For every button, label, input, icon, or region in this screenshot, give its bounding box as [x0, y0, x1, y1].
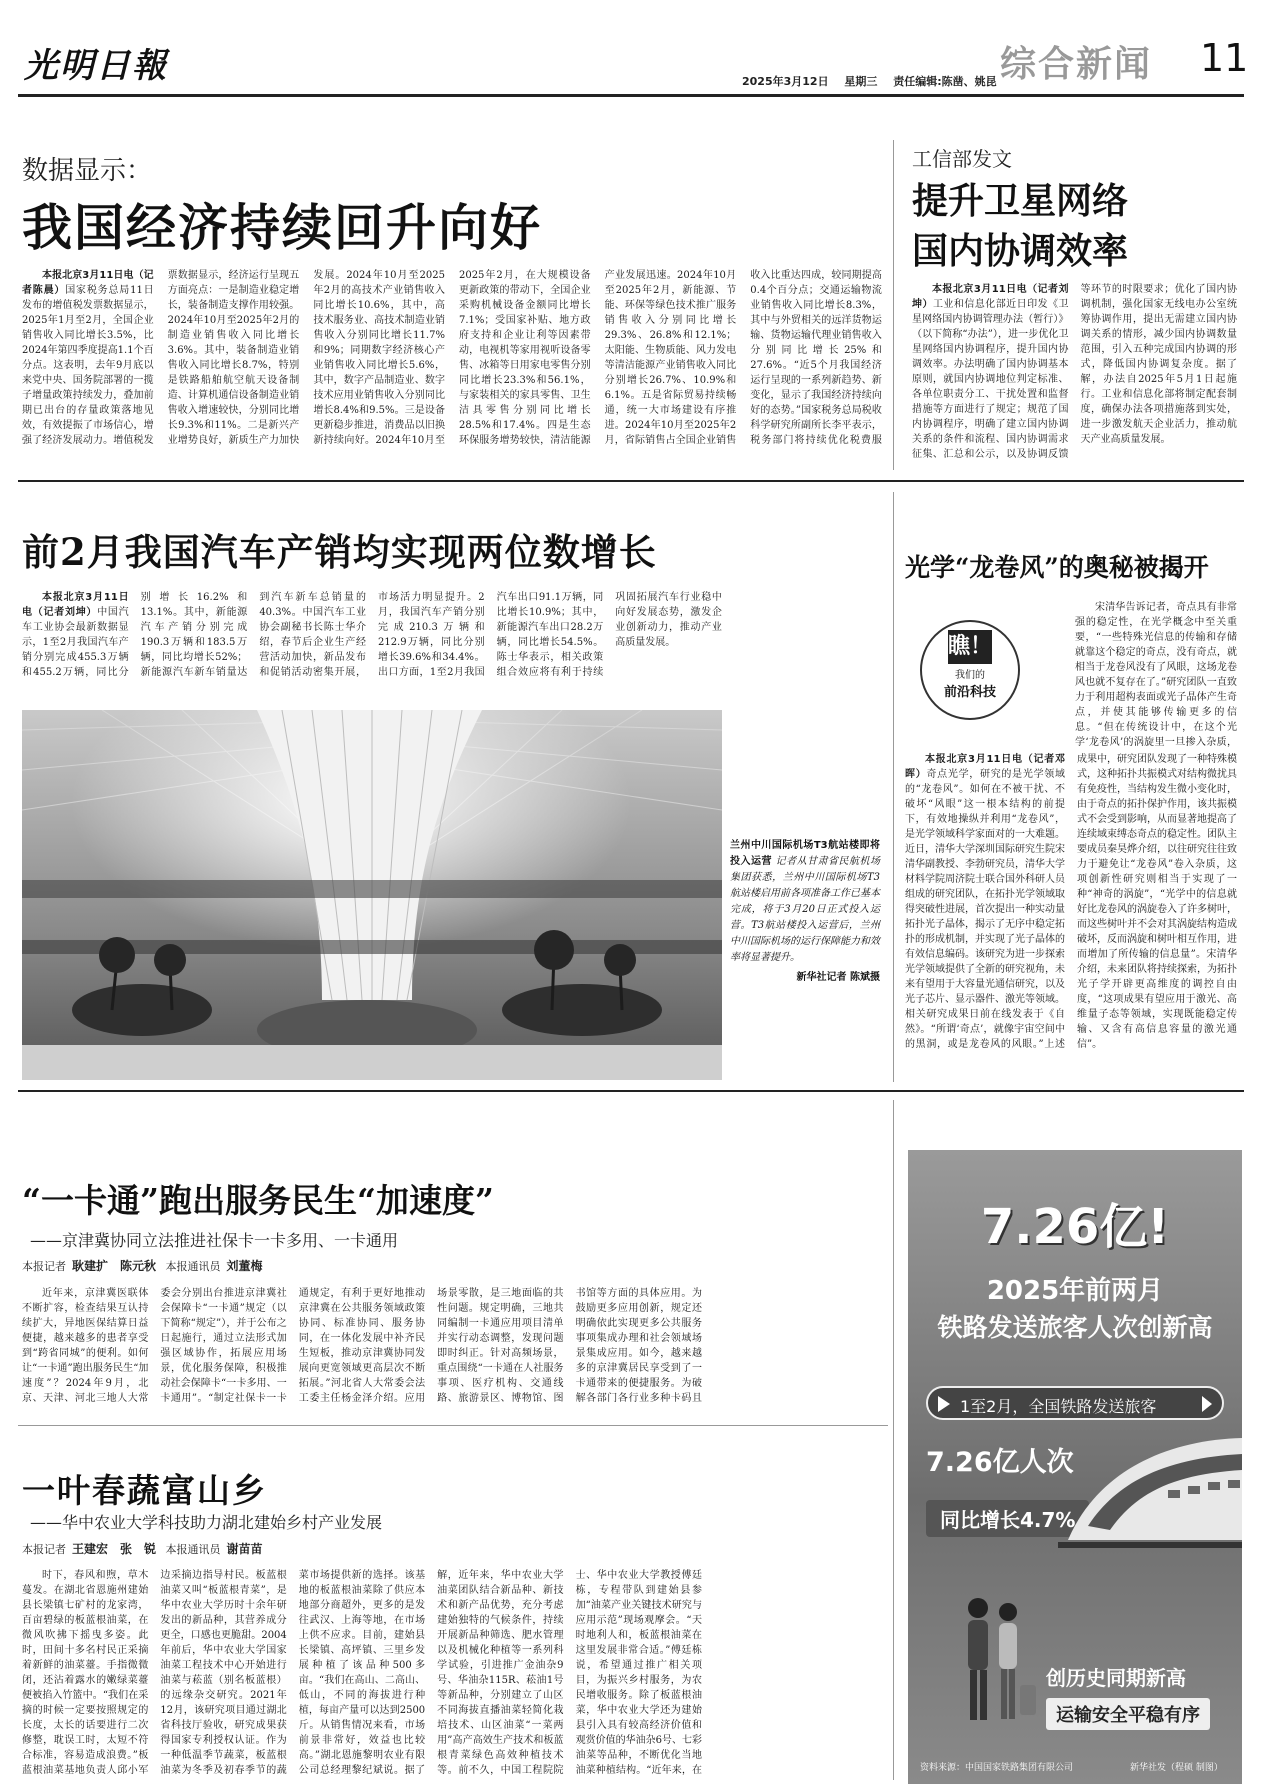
- infographic-headline-2: 铁路发送旅客人次创新高: [937, 1313, 1213, 1342]
- photo-caption: [730, 838, 880, 986]
- a6-body: [22, 1568, 702, 1780]
- a3-divider: [893, 492, 894, 1082]
- a4-body: [905, 752, 1237, 1074]
- frontier-tech-badge: [920, 620, 1020, 720]
- photo-caption-text: 记者从甘肃省民航机场集团获悉，兰州中川国际机场T3航站楼启用前各项准备工作已基本完成，将于3月20日正式投入运营。T3航站楼投入运营后，兰州中川国际机场的运行保障能力和效率将显著提升。: [730, 856, 881, 963]
- a3-dateline: 本报北京3月11日电（记者刘坤）: [22, 592, 129, 618]
- a4-body-top: [1075, 600, 1237, 748]
- a5-byline-names-1: 耿建扩 陈元秋: [72, 1259, 157, 1273]
- a1-divider: [893, 140, 894, 470]
- section-rule-1: [18, 480, 1244, 482]
- a2-headline-line1: 提升卫星网络: [912, 180, 1129, 222]
- a6-subtitle: ——华中农业大学科技助力湖北建始乡村产业发展: [30, 1513, 383, 1532]
- infographic-headline-1: 2025年前两月: [986, 1276, 1164, 1306]
- infographic-growth: 同比增长4.7%: [926, 1500, 1089, 1537]
- page-number: 11: [1200, 36, 1249, 80]
- a3-body: [22, 590, 722, 685]
- a6-byline: [22, 1540, 269, 1557]
- a5-headline: “一卡通”跑出服务民生“加速度”: [22, 1181, 494, 1220]
- a1-dateline: 本报北京3月11日电（记者陈晨）: [22, 270, 154, 296]
- a4-headline: 光学“龙卷风”的奥秘被揭开: [905, 553, 1209, 582]
- infographic-source: 资料来源：中国国家铁路集团有限公司: [920, 1763, 1074, 1773]
- badge-main: 前沿科技: [943, 685, 996, 700]
- a3-text: 中国汽车工业协会最新数据显示，1至2月我国汽车产销分别完成455.3万辆和455.2万辆，同比分别增长16.2%和13.1%。其中，新能源汽车产销分别完成190.3万辆和183.5万辆，同比均增长52%；新能源汽车新车销量达到汽车新车总销量的40.3%。中国汽车工业协会副秘书长陈士华介绍，春节后企业生产经营活动加快，新品发布和促销活动密集开展，市场活力明显提升。2月，我国汽车产销分别完成210.3万辆和212.9万辆，同比分别增长39.6%和34.4%。出口方面，1至2月我国汽车出口91.1万辆，同比增长10.9%；其中，新能源汽车出口28.2万辆，同比增长54.5%。陈士华表示，相关政策组合效应将有利于持续巩固拓展汽车行业稳中向好发展态势，激发企业创新动力，推动产业高质量发展。: [22, 592, 722, 678]
- banner-text: 1至2月，全国铁路发送旅客: [960, 1397, 1157, 1416]
- a2-dateline: 本报北京3月11日电（记者刘坤）: [912, 284, 1069, 310]
- lower-divider: [893, 1100, 894, 1780]
- high-speed-train-illustration: [1058, 1430, 1242, 1570]
- a4-text-top: 宋清华告诉记者，奇点具有非常强的稳定性，在光学概念中至关重要，“一些特殊光信息的传输和存储就靠这个稳定的奇点，没有奇点，就相当于龙卷风没有了风眼，这场龙卷风也就不复存在了。”研究团队一直致力于利用超构表面或光子晶体产生奇点，并使其能够传输更多的信息。“但在传统设计中，在这个光学‘龙卷风’的涡旋里一旦掺入杂质，: [1075, 602, 1237, 748]
- a6-byline-label-2: 本报通讯员: [165, 1543, 221, 1556]
- infographic-record-2: 运输安全平稳有序: [1046, 1698, 1210, 1730]
- railway-infographic: [908, 1150, 1242, 1784]
- issue-info: [742, 73, 997, 89]
- a2-text: 工业和信息化部近日印发《卫星网络国内协调管理办法（暂行）》（以下简称“办法”），进一步优化卫星网络国内协调程序，提升国内协调效率。办法明确了国内协调基本原则，就国内协调地位判定标准、各单位职责分工、干扰处置和监督措施等方面进行了规定；规范了国内协调程序，明确了建立国内协调关系的条件和流程、国内协调需求征集、汇总和公示，以及协调反馈等环节的时限要求；优化了国内协调机制，强化国家无线电办公室统筹协调作用，提出无需建立国内协调关系的情形，减少国内协调数量范围，引入五种完成国内协调的形式，降低国内协调复杂度。据了解，办法自2025年5月1日起施行。工业和信息化部将制定配套制度，确保办法各项措施落到实处，进一步激发航天企业活力，推动航天产业高质量发展。: [912, 284, 1237, 460]
- a5-byline-label-2: 本报通讯员: [165, 1260, 221, 1273]
- a5-body: [22, 1286, 702, 1416]
- a5-a6-divider: [18, 1425, 888, 1426]
- a6-headline: 一叶春蔬富山乡: [22, 1471, 267, 1510]
- a5-subtitle: ——京津冀协同立法推进社保卡一卡多用、一卡通用: [30, 1231, 399, 1250]
- section-rule-2: [18, 1090, 1244, 1092]
- a3-headline: 前2月我国汽车产销均实现两位数增长: [22, 530, 657, 574]
- a6-text: 时下，春风和煦，草木蔓发。在湖北省恩施州建始县长梁镇七矿村的龙家湾，百亩碧绿的板蓝根油菜，在微风吹拂下摇曳多姿。此时，田间十多名村民正采摘着新鲜的油菜薹。手指微微闭，还沾着露水的嫩绿菜薹便被掐入竹篮中。“我们在采摘的时候一定要按照规定的长度，太长的话要进行二次修整，耽误工时，太短不符合标准，容易造成浪费。”板蓝根油菜基地负责人邱小军边采摘边指导村民。板蓝根油菜又叫“板蓝根青菜”，是华中农业大学历时十余年研发出的新品种，其营养成分更全，口感也更脆甜。2004年前后，华中农业大学国家油菜工程技术中心开始进行油菜与菘蓝（别名板蓝根）的远缘杂交研究。2021年12月，该研究项目通过湖北省科技厅验收，研究成果获得国家专利授权认证。作为一种低温季节蔬菜，板蓝根油菜为冬季及初春季节的蔬菜市场提供新的选择。该基地的板蓝根油菜除了供应本地部分商超外，更多的是发往武汉、上海等地，在市场上供不应求。目前，建始县长梁镇、高坪镇、三里乡发展种植了该品种500多亩。“我们在高山、二高山、低山，不同的海拔进行种植，每亩产量可以达到2500斤。从销售情况来看，市场前景非常好，效益也比较高。”湖北恩施黎明农业有限公司总经理黎纪斌说。据了解，近年来，华中农业大学油菜团队结合新品种、新技术和新产品优势，充分考虑建始独特的气候条件，持续开展新品种筛选、肥水管理以及机械化种植等一系列科学试验，引进推广金油杂9号、华油杂115R、菘油1号等新品种，分别建立了山区不同海拔直播油菜轻简化栽培技术、山区油菜“一菜两用”高产高效生产技术和板蓝根青菜绿色高效种植技术等。前不久，中国工程院院士、华中农业大学教授傅廷栋，专程带队到建始县参加“油菜产业关键技术研究与应用示范”现场观摩会。“天时地利人和，板蓝根油菜在这里发展非常合适。”傅廷栋说，希望通过推广相关项目，为振兴乡村服务，为农民增收服务。除了板蓝根油菜，华中农业大学还为建始县引入具有较高经济价值和观赏价值的华油杂6号、七彩油菜等品种，不断优化当地油菜种植结构。“近年来，在: [22, 1570, 702, 1776]
- badge-exclaim: 瞧！: [948, 630, 992, 664]
- a1-kicker: 数据显示：: [22, 156, 153, 186]
- masthead-rule: [18, 94, 1244, 97]
- a2-headline-line2: 国内协调效率: [912, 230, 1129, 272]
- masthead: [0, 0, 1262, 100]
- a1-headline: 我国经济持续回升向好: [22, 198, 542, 257]
- travelers-illustration: [948, 1590, 1038, 1730]
- infographic-record-1: 创历史同期新高: [1046, 1666, 1186, 1690]
- a1-body: [22, 268, 882, 458]
- a2-body: [912, 282, 1237, 472]
- a4-text: 奇点光学，研究的是光学领域的“龙卷风”。如何在不被干扰、不破坏“风眼”这一根本结构的前提下，有效地操纵并利用“龙卷风”，是光学领域科学家面对的一大难题。近日，清华大学深圳国际研究生院宋清华副教授、李勃研究员，清华大学材料学院周济院士联合国外科研人员组成的研究团队，在拓扑光学领域取得突破性进展，首次提出一种实动量拓扑光子晶体，揭示了无序中稳定拓扑的形成机制，并实现了光子晶体的有效信息编码。该研究为进一步探索光学领域提供了全新的研究视角，未来有望用于大容量光通信研究，以及光子芯片、显示器件、激光等领域。相关研究成果日前在线发表于《自然》。“所谓‘奇点’，就像宇宙空间中的黑洞，或是龙卷风的风眼。”上述成果中，研究团队发现了一种特殊模式，这种拓扑共振模式对结构微扰具有免疫性，当结构发生微小变化时，由于奇点的拓扑保护作用，该共振模式不会受到影响，从而显著地提高了连续域束缚态奇点的稳定性。团队主要成员秦昊烨介绍，以往研究往往致力于避免让“龙卷风”卷入杂质，这项创新性研究则相当于实现了一种“神奇的涡旋”，“光学中的信息就好比龙卷风的涡旋卷入了许多树叶，而这些树叶并不会对其涡旋结构造成破坏，反而涡旋和树叶相互作用，进而增加了所传输的信息量”。宋清华介绍，未来团队将持续探索，为拓扑光子学开辟更高维度的调控自由度，“这项成果有望应用于激光、高维量子态等领域，实现既能稳定传输、又含有高信息容量的激光通信”。: [905, 754, 1237, 1050]
- badge-sub: 我们的: [955, 670, 985, 681]
- arrow-right-icon: [1202, 1396, 1212, 1412]
- a5-byline-names-2: 刘董梅: [226, 1259, 263, 1273]
- section-name: 综合新闻: [1000, 44, 1153, 85]
- infographic-credit: 新华社发（程硕 制图）: [1130, 1763, 1223, 1773]
- a5-byline: [22, 1257, 269, 1274]
- infographic-banner: [926, 1386, 1224, 1420]
- photo-credit: 新华社记者 陈斌摄: [796, 972, 880, 983]
- a6-byline-names-1: 王建宏 张 锐: [72, 1542, 157, 1556]
- a5-byline-label-1: 本报记者: [22, 1260, 66, 1273]
- a1-text: 国家税务总局11日发布的增值税发票数据显示，2025年1月至2月，全国企业销售收入同比增长3.5%，比2024年第四季度提高1.1个百分点。这表明，去年9月底以来党中央、国务院部署的一揽子增量政策持续发力，叠加前期已出台的存量政策落地见效，有效提振了市场信心，增强了经济发展动力。增值税发票数据显示，经济运行呈现五方面亮点：一是制造业稳定增长，装备制造支撑作用较强。2024年10月至2025年2月的制造业销售收入同比增长3.6%。其中，装备制造业销售收入同比增长8.7%，特别是铁路船舶航空航天设备制造、计算机通信设备制造业销售收入增速较快，分别同比增长9.3%和11%。二是新兴产业增势良好，新质生产力加快发展。2024年10月至2025年2月的高技术产业销售收入同比增长10.6%，其中，高技术服务业、高技术制造业销售收入分别同比增长11.7%和9%；同期数字经济核心产业销售收入同比增长5.6%，其中，数字产品制造业、数字技术应用业销售收入分别同比增长8.4%和9.5%。三是设备更新稳步推进，消费品以旧换新持续向好。2024年10月至2025年2月，在大规模设备更新政策的带动下，全国企业采购机械设备金额同比增长7.1%；受国家补贴、地方政府支持和企业让利等因素带动，电视机等家用视听设备零售、冰箱等日用家电零售分别同比增长23.3%和56.1%，与家装相关的家具零售、卫生洁具零售分别同比增长28.5%和17.4%。四是生态环保服务增势较快，清洁能源产业发展迅速。2024年10月至2025年2月，新能源、节能、环保等绿色技术推广服务销售收入分别同比增长29.3%、26.8%和12.1%；太阳能、生物质能、风力发电等清洁能源产业销售收入同比分别增长26.7%、10.9%和6.1%。五是省际贸易持续畅通，统一大市场建设有序推进。2024年10月至2025年2月，省际销售占全国企业销售收入比重达四成，较同期提高0.4个百分点；交通运输物流业销售收入同比增长8.3%，其中与外贸相关的远洋货物运输、货物运输代理业销售收入分别同比增长25%和27.6%。“近5个月我国经济运行呈现的一系列新趋势、新变化，显示了我国经济持续向好的态势。”国家税务总局税收科学研究所副所长李平表示，税务部门将持续优化税费服: [22, 270, 882, 446]
- a2-kicker: 工信部发文: [912, 147, 1012, 171]
- a4-dateline: 本报北京3月11日电（记者邓晖）: [905, 754, 1065, 780]
- a5-text: 近年来，京津冀医联体不断扩容，检查结果互认持续扩大，异地医保结算日益便捷，越来越多的患者享受到“跨省同城”的便利。如何让“一卡通”跑出服务民生“加速度”？2024年9月，北京、天津、河北三地人大常委会分别出台推进京津冀社会保障卡“一卡通”规定（以下简称“规定”），并于公布之日起施行，通过立法形式加强区域协作，拓展应用场景，优化服务保障，积极推动社会保障卡“一卡多用、一卡通用”。“制定社保卡一卡通规定，有利于更好地推动京津冀在公共服务领域政策协同、标准协同、服务协同，在一体化发展中补齐民生短板，推动京津冀协同发展向更宽领域更高层次不断拓展。”河北省人大常委会法工委主任杨金泽介绍。应用场景零散，是三地面临的共性问题。规定明确，三地共同编制一卡通应用项目清单并实行动态调整，发现问题即时纠正。针对高频场景，重点围绕“一卡通在人社服务事项、医疗机构、交通线路、旅游景区、博物馆、图书馆等方面的具体应用。为鼓励更多应用创新，规定还明确依此实现更多公共服务事项集成办理和社会领域场景集成应用。如今，越来越多的京津冀居民享受到了一卡通带来的便捷服务。为破解各部门各行业多种卡码且: [22, 1288, 702, 1404]
- a6-byline-label-1: 本报记者: [22, 1543, 66, 1556]
- issue-editor: 责任编辑:陈凿、姚昆: [893, 75, 997, 88]
- airport-terminal-illustration: [22, 710, 722, 1080]
- airport-terminal-photo: [22, 710, 722, 1080]
- issue-weekday: 星期三: [844, 75, 878, 88]
- play-arrow-icon: [938, 1396, 950, 1412]
- infographic-stat-value: 7.26亿人次: [926, 1447, 1074, 1478]
- issue-date: 2025年3月12日: [742, 75, 829, 88]
- photo-caption-title: 兰州中川国际机场T3航站楼即将投入运营: [730, 840, 880, 867]
- infographic-big-number: 7.26亿!: [980, 1199, 1170, 1255]
- newspaper-logo: 光明日報: [24, 46, 168, 86]
- a6-byline-names-2: 谢苗苗: [226, 1542, 263, 1556]
